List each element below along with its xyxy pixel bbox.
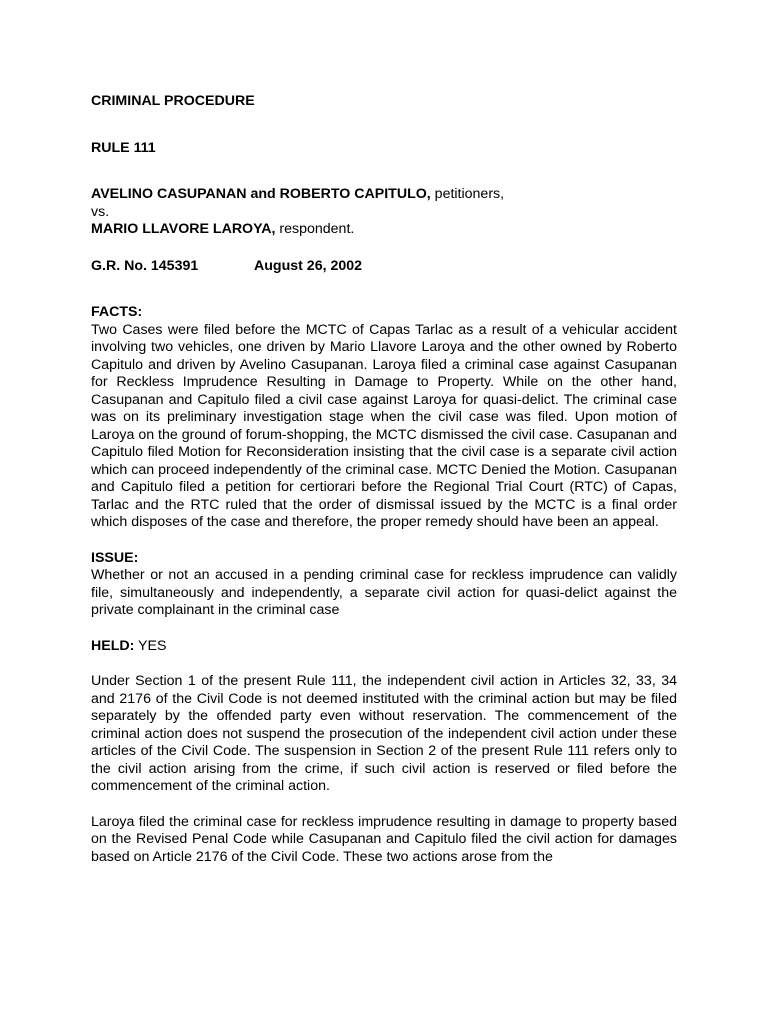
ruling-paragraph: Under Section 1 of the present Rule 111, the independent civil action in Articles 32, 33, 34 and 2176 of the Civil Code is not deemed instituted with the criminal action but may be filed separately by the offended party even without reservation. The commencement of the criminal action does not suspend the prosecution of the independent civil action under these articles of the Civil Code. The suspension in Section 2 of the present Rule 111 refers only to the civil action arising from the crime, if such civil action is reserved or filed before the commencement of the criminal action. (91, 673, 677, 794)
document-body (91, 93, 677, 866)
rule-title: RULE 111 (91, 139, 156, 156)
facts-section (91, 304, 677, 532)
case-number: G.R. No. 145391 (91, 257, 199, 274)
document-heading: CRIMINAL PROCEDURE (91, 93, 255, 109)
ruling-paragraph: Laroya filed the criminal case for reckless imprudence resulting in damage to property based on the Revised Penal Code while Casupanan and Capitulo filed the civil action for damages based on Article 2176 of the Civil Code. These two actions arose from the (91, 813, 677, 865)
issue-label: ISSUE: (91, 549, 139, 566)
versus-line: vs. (91, 203, 110, 220)
case-citation (91, 258, 677, 276)
held-label: HELD: (91, 637, 135, 654)
facts-text: Two Cases were filed before the MCTC of Capas Tarlac as a result of a vehicular accident involving two vehicles, one driven by Mario Llavore Laroya and the other owned by Roberto Capitulo and driven by Avelino Casupanan. Laroya filed a criminal case against Casupanan for Reckless Imprudence Resulting in Damage to Property. While on the other hand, Casupanan and Capitulo filed a civil case against Laroya for quasi-delict. The criminal case was on its preliminary investigation stage when the civil case was filed. Upon motion of Laroya on the ground of forum-shopping, the MCTC dismissed the civil case. Casupanan and Capitulo filed Motion for Reconsideration insisting that the civil case is a separate civil action which can proceed independently of the criminal case. MCTC Denied the Motion. Casupanan and Capitulo filed a petition for certiorari before the Regional Trial Court (RTC) of Capas, Tarlac and the RTC ruled that the order of dismissal issued by the MCTC is a final order which disposes of the case and therefore, the proper remedy should have been an appeal. (91, 321, 677, 530)
petitioners-line (91, 186, 677, 204)
held-line (91, 638, 677, 656)
petitioners-role: petitioners, (430, 186, 505, 202)
case-date: August 26, 2002 (254, 257, 363, 274)
respondent-role: respondent. (275, 221, 355, 237)
petitioners-names: AVELINO CASUPANAN and ROBERTO CAPITULO, (91, 186, 431, 202)
respondent-line (91, 221, 677, 239)
issue-section (91, 550, 677, 620)
facts-label: FACTS: (91, 304, 143, 320)
issue-text: Whether or not an accused in a pending criminal case for reckless imprudence can validly file, simultaneously and independently, a separate civil action for quasi-delict against the private complainant in the criminal case (91, 567, 677, 618)
respondent-name: MARIO LLAVORE LAROYA, (91, 221, 276, 237)
held-value: YES (134, 637, 167, 654)
case-parties (91, 186, 677, 239)
